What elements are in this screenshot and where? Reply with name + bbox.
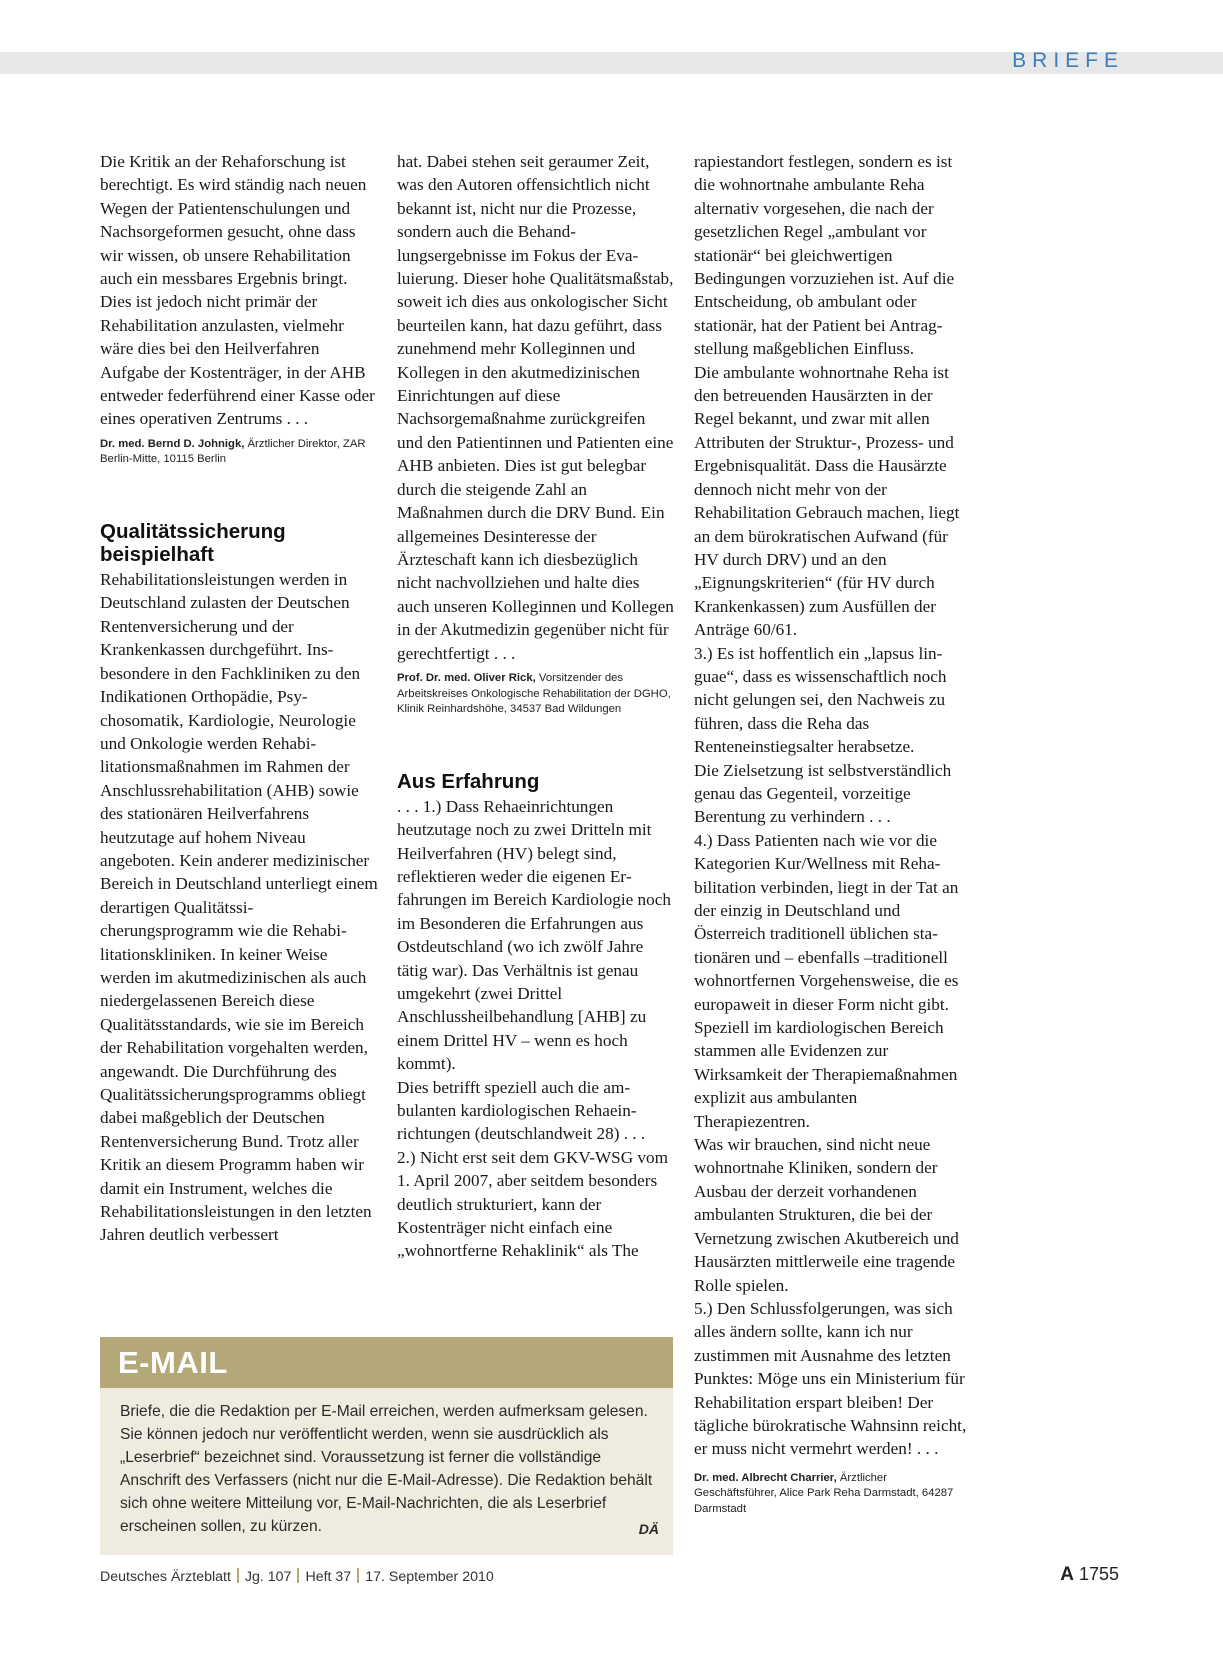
letter1-author: Dr. med. Bernd D. Johnigk, — [100, 437, 245, 450]
letter3-heading: Aus Erfahrung — [397, 769, 540, 793]
page-number-value: 1755 — [1078, 1564, 1119, 1584]
column-3 — [694, 150, 972, 1518]
page-number — [1060, 1564, 1119, 1586]
email-box-title: E-MAIL — [100, 1337, 673, 1388]
letter3-author: Dr. med. Albrecht Charrier, — [694, 1471, 837, 1484]
letter3-paragraph-3: 2.) Nicht erst seit dem GKV-WSG vom 1. April 2007, aber seitdem besonders deutlich strukturiert, kann der Kostenträger nicht einfach eine „wohnortferne Rehaklinik“ als The — [397, 1147, 668, 1261]
footer-date: 17. September 2010 — [365, 1569, 494, 1585]
footer — [100, 1568, 494, 1585]
footer-issue: Heft 37 — [305, 1569, 352, 1585]
letter2-paragraph: Rehabilitationsleistungen werden in Deutschland zulasten der Deutschen Rentenversicherung und der Krankenkassen durchgeführt. Insbesondere in den Fachkliniken zu den Indikationen Orthopädie, Psychosomatik, Kardiologie, Neurologie und Onkologie werden Rehabilitationsmaßnahmen im Rahmen der Anschlussrehabilitation (AHB) sowie des stationären Heilverfahrens heutzutage auf hohem Niveau angeboten. Kein anderer medizinischer Bereich in Deutschland unterliegt einem derartigen Qualitätssicherungsprogramm wie die Rehabilitationskliniken. In keiner Weise werden im akutmedizinischen als auch niedergelassenen Bereich diese Qualitätsstandards, wie sie im Bereich der Rehabilitation vorgehalten werden, angewandt. Die Durchführung des Qualitätssicherungsprogramms obliegt dabei maßgeblich der Deutschen Rentenversicherung Bund. Trotz aller Kritik an diesem Programm haben wir damit ein Instrument, welches die Rehabilitationsleistungen in den letzten Jahren deutlich verbessert — [100, 570, 378, 1245]
column-2 — [397, 150, 675, 1263]
letter2-affiliation: Vorsitzender des Arbeitskreises Onkologische Rehabilitation der DGHO, Klinik Reinhardshöhe, 34537 Bad Wildungen — [397, 671, 671, 716]
footer-separator — [357, 1568, 359, 1583]
letter3-paragraph-6: 3.) Es ist hoffentlich ein „lapsus linguae“, dass es wissenschaftlich noch nicht gelungen sei, den Nachweis zu führen, dass die Reha das Renteneinstiegsalter herabsetze. — [694, 643, 947, 757]
letter1-affiliation: Ärztlicher Direktor, ZAR Berlin-Mitte, 10115 Berlin — [100, 437, 366, 466]
footer-separator — [237, 1568, 239, 1583]
letter3-paragraph-7: Die Zielsetzung ist selbstverständlich genau das Gegenteil, vorzeitige Berentung zu verhindern . . . — [694, 760, 952, 827]
email-info-box — [100, 1337, 673, 1555]
letter3-paragraph-4: rapiestandort festlegen, sondern es ist die wohnortnahe ambulante Reha alternativ vorgesehen, die nach der gesetzlichen Regel „ambulant vor stationär“ bei gleichwertigen Bedingungen vorzuziehen ist. Auf die Entscheidung, ob ambulant oder stationär, hat der Patient bei Antragstellung maßgeblichen Einfluss. — [694, 152, 955, 359]
letter3-paragraph-9: Was wir brauchen, sind nicht neue wohnortnahe Kliniken, sondern der Ausbau der derzeit vorhandenen ambulanten Strukturen, die bei der Vernetzung zwischen Akutbereich und Hausärzten mittlerweile eine tragende Rolle spielen. — [694, 1135, 959, 1295]
footer-volume: Jg. 107 — [244, 1569, 292, 1585]
email-box-initials: DÄ — [638, 1521, 659, 1537]
letter2-paragraph-cont: hat. Dabei stehen seit geraumer Zeit, was den Autoren offensichtlich nicht bekannt ist, nicht nur die Prozesse, sondern auch die Behandlungsergebnisse im Fokus der Evaluierung. Dieser hohe Qualitätsmaßstab, soweit ich dies aus onkologischer Sicht beurteilen kann, hat dazu geführt, dass zunehmend mehr Kolleginnen und Kollegen in den akutmedizinischen Einrichtungen auf diese Nachsorgemaßnahme zurückgreifen und den Patientinnen und Patienten eine AHB anbieten. Dies ist gut belegbar durch die steigende Zahl an Maßnahmen durch die DRV Bund. Ein allgemeines Desinteresse der Ärzteschaft kann ich diesbezüglich nicht nachvollziehen und halte dies auch unseren Kolleginnen und Kollegen in der Akutmedizin gegenüber nicht für gerechtfertigt . . . — [397, 152, 674, 663]
page-prefix: A — [1060, 1564, 1074, 1585]
email-box-text: Briefe, die die Redaktion per E-Mail erreichen, werden aufmerksam gelesen. Sie können jedoch nur veröffentlicht werden, wenn sie ausdrücklich als „Leserbrief“ bezeichnet sind. Voraussetzung ist ferner die vollständige Anschrift des Verfassers (nicht nur die E-Mail-Adresse). Die Redaktion behält sich ohne weitere Mitteilung vor, E-Mail-Nachrichten, die als Leserbrief erscheinen sollen, zu kürzen. — [120, 1403, 653, 1535]
letter3-paragraph-5: Die ambulante wohnortnahe Reha ist den betreuenden Hausärzten in der Regel bekannt, und zwar mit allen Attributen der Struktur-, Prozess- und Ergebnisqualität. Dass die Hausärzte dennoch nicht mehr von der Rehabilitation Gebrauch machen, liegt an dem bürokratischen Aufwand (für HV durch DRV) und an den „Eignungskriterien“ (für HV durch Krankenkassen) zum Ausfüllen der Anträge 60/61. — [694, 362, 960, 640]
footer-journal: Deutsches Ärzteblatt — [100, 1569, 231, 1585]
letter3-paragraph-8: 4.) Dass Patienten nach wie vor die Kategorien Kur/Wellness mit Rehabilitation verbinden, liegt in der Tat an der einzig in Deutschland und Österreich traditionell üblichen stationären und – ebenfalls –traditionell wohnortfernen Vorgehensweise, die es europaweit in dieser Form nicht gibt. Speziell im kardiologischen Bereich stammen alle Evidenzen zur Wirksamkeit der Therapiemaßnahmen explizit aus ambulanten Therapiezentren. — [694, 830, 959, 1131]
letter1-signature — [100, 437, 378, 468]
letter2-heading: Qualitätssicherung beispielhaft — [100, 520, 286, 567]
footer-separator — [297, 1568, 299, 1583]
letter3-paragraph-10: 5.) Den Schlussfolgerungen, was sich alles ändern sollte, kann ich nur zustimmen mit Ausnahme des letzten Punktes: Möge uns ein Ministerium für Rehabilitation erspart bleiben! Der tägliche bürokratische Wahnsinn reicht, er muss nicht vermehrt werden! . . . — [694, 1298, 967, 1459]
letter2-signature — [397, 671, 675, 718]
section-label: BRIEFE — [1012, 49, 1124, 72]
letter1-paragraph: Die Kritik an der Rehaforschung ist berechtigt. Es wird ständig nach neuen Wegen der Patientenschulungen und Nachsorgeformen gesucht, ohne dass wir wissen, ob unsere Rehabilitation auch ein messbares Ergebnis bringt. Dies ist jedoch nicht primär der Rehabilitation anzulasten, vielmehr wäre dies bei den Heilverfahren Aufgabe der Kostenträger, in der AHB entweder federführend einer Kasse oder eines operativen Zentrums . . . — [100, 152, 375, 429]
letter3-signature — [694, 1471, 972, 1518]
column-1 — [100, 150, 378, 1247]
letter2-author: Prof. Dr. med. Oliver Rick, — [397, 671, 536, 684]
letter3-paragraph-1: . . . 1.) Dass Rehaeinrichtungen heutzutage noch zu zwei Dritteln mit Heilverfahren (HV) belegt sind, reflektieren weder die eigenen Erfahrungen im Bereich Kardiologie noch im Besonderen die Erfahrungen aus Ostdeutschland (wo ich zwölf Jahre tätig war). Das Verhältnis ist genau umgekehrt (zwei Drittel Anschlussheilbehandlung [AHB] zu einem Drittel HV – wenn es hoch kommt). — [397, 796, 671, 1074]
letter3-affiliation: Ärztlicher Geschäftsführer, Alice Park Reha Darmstadt, 64287 Darmstadt — [694, 1471, 954, 1515]
letter3-paragraph-2: Dies betrifft speziell auch die ambulanten kardiologischen Rehaeinrichtungen (deutschlandweit 28) . . . — [397, 1077, 646, 1144]
